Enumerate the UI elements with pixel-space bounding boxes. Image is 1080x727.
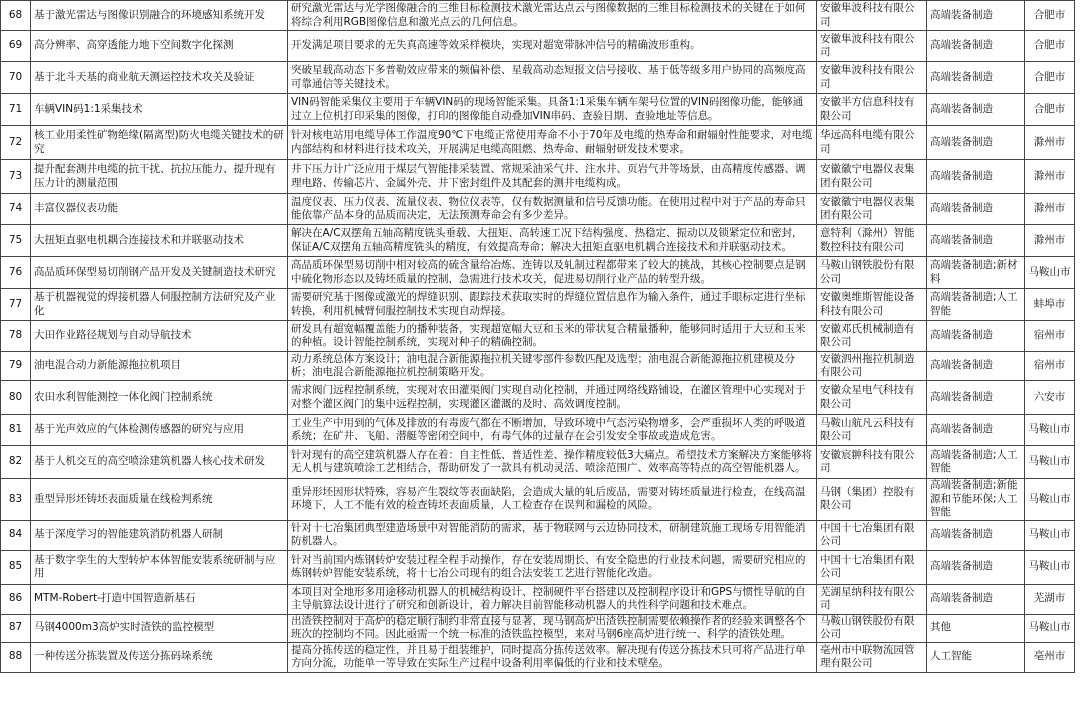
organization [817,1,927,31]
project-name-text: 基于机器视觉的焊接机器人伺服控制方法研究及产业化 [34,291,276,317]
project-name-text: 马钢4000m3高炉实时渣铁的监控模型 [34,621,215,634]
industry-field-text: 人工智能 [930,650,972,663]
project-description-text: 高品质环保型易切削中相对较高的硫含量给冶炼、连铸以及轧制过程都带来了较大的挑战，其核心控制要点是钢中硫化物形态以及铸坯质量的控制，急需进行技术攻关，促进易切削行业产品的转型升级。 [291,259,806,285]
project-name-text: 提升配套测井电缆的抗干扰、抗拉压能力、提升现有压力计的测量范围 [34,163,276,189]
city-text: 马鞍山市 [1028,423,1071,436]
project-description [288,550,817,584]
city [1025,160,1075,194]
project-name [31,550,288,584]
row-number-text: 83 [8,492,23,505]
project-description-text: 工业生产中用到的气体及排放的有毒废气都在不断增加，导致环境中气态污染物增多，会严重损坏人类的呼吸道系统；在矿井、飞船、潜艇等密闭空间中，有毒气体的过量存在会引发安全事故或造成危害。 [291,416,806,442]
row-number-text: 80 [8,390,23,403]
city-text: 蚌埠市 [1033,297,1066,310]
industry-field-text: 高端装备制造 [930,8,993,21]
table-row [1,194,1075,225]
row-number [1,194,31,225]
industry-field-text: 高端装备制造 [930,423,993,436]
organization [817,160,927,194]
table-row [1,642,1075,672]
project-name-text: 重型异形坯铸坯表面质量在线检判系统 [34,492,213,505]
city [1025,415,1075,446]
organization-text: 意特利（滁州）智能数控科技有限公司 [820,227,915,253]
city [1025,479,1075,521]
city-text: 滁州市 [1033,233,1066,246]
organization [817,352,927,381]
project-name-text: 基于北斗天基的商业航天测运控技术攻关及验证 [34,70,255,83]
project-description [288,614,817,642]
project-name [31,126,288,160]
organization [817,550,927,584]
project-name [31,94,288,126]
project-name [31,381,288,415]
city [1025,321,1075,352]
row-number [1,321,31,352]
industry-field-text: 高端装备制造 [930,390,993,403]
city-text: 合肥市 [1033,39,1066,52]
industry-field-text: 高端装备制造 [930,329,993,342]
city-text: 合肥市 [1033,102,1066,115]
industry-field [927,584,1025,614]
row-number-text: 82 [8,455,23,468]
industry-field [927,194,1025,225]
row-number-text: 74 [8,202,23,215]
city-text: 滁州市 [1033,169,1066,182]
project-description [288,642,817,672]
row-number [1,289,31,321]
industry-field-text: 高端装备制造 [930,202,993,215]
organization [817,614,927,642]
industry-field-text: 高端装备制造;人工智能 [930,291,1018,317]
table-row [1,1,1075,31]
row-number [1,415,31,446]
industry-field [927,31,1025,62]
organization [817,446,927,479]
project-name-text: 高品质环保型易切削钢产品开发及关键制造技术研究 [34,265,276,278]
city [1025,1,1075,31]
industry-field-text: 高端装备制造 [930,560,993,573]
industry-field-text: 高端装备制造 [930,528,993,541]
organization [817,194,927,225]
row-number-text: 88 [8,650,23,663]
project-description [288,62,817,94]
table-row [1,614,1075,642]
organization-text: 安徽奥维斯智能设备科技有限公司 [820,291,915,317]
project-description-text: 突破星载高动态下多普勒效应带来的频偏补偿、星载高动态短报文信号接收、基于低等级多用户协同的高频度高可靠通信等关键技术。 [291,64,806,90]
project-description-text: 研发具有超宽幅覆盖能力的播种装备，实现超宽幅大豆和玉米的带状复合精量播种，能够同时适用于大豆和玉米的种植。设计智能控制系统，实现对种子的精确控制。 [291,322,806,348]
industry-field [927,94,1025,126]
project-description [288,352,817,381]
table-row [1,584,1075,614]
table-row [1,94,1075,126]
organization [817,289,927,321]
table-row [1,381,1075,415]
organization [817,415,927,446]
project-name-text: MTM-Robert-打造中国智造新基石 [34,592,196,605]
city [1025,352,1075,381]
project-description-text: 提高分拣传送的稳定性，并且易于组装维护，同时提高分拣传送效率。解决现有传送分拣技术只可将产品进行单方向分流，功能单一等导致在实际生产过程中设备利用率偏低的行业和技术壁垒。 [291,643,806,669]
project-description [288,160,817,194]
project-description [288,257,817,289]
project-name-text: 车辆VIN码1:1采集技术 [34,102,143,115]
industry-field-text: 高端装备制造 [930,592,993,605]
city [1025,520,1075,550]
project-name-text: 农田水利智能测控一体化阀门控制系统 [34,390,213,403]
row-number [1,550,31,584]
row-number-text: 79 [8,359,23,372]
table-row [1,479,1075,521]
city [1025,289,1075,321]
organization-text: 中国十七冶集团有限公司 [820,553,915,579]
row-number [1,126,31,160]
organization-text: 马鞍山钢铁股份有限公司 [820,259,915,285]
project-description-text: 研究激光雷达与光学图像融合的三维目标检测技术激光雷达点云与图像数据的三维目标检测技术的关键在于如何将综合利用RGB图像信息和激光点云的几何信息。 [291,2,806,28]
industry-field [927,550,1025,584]
project-name [31,520,288,550]
row-number-text: 72 [8,135,23,148]
city-text: 马鞍山市 [1028,621,1071,634]
table-row [1,352,1075,381]
row-number [1,352,31,381]
city-text: 滁州市 [1033,135,1066,148]
industry-field-text: 高端装备制造;新材料 [930,259,1018,285]
organization-text: 安徽徽宁电器仪表集团有限公司 [820,195,915,221]
industry-field [927,479,1025,521]
project-name [31,1,288,31]
city-text: 合肥市 [1033,70,1066,83]
industry-field [927,225,1025,257]
project-description-text: 针对十七冶集团典型建造场景中对智能消防的需求，基于物联网与云边协同技术，研制建筑施工现场专用智能消防机器人。 [291,521,806,547]
table-row [1,257,1075,289]
organization-text: 中国十七冶集团有限公司 [820,521,915,547]
city-text: 宿州市 [1033,359,1066,372]
table-row [1,321,1075,352]
organization-text: 芜湖星纳科技有限公司 [820,585,915,611]
project-name-text: 大田作业路径规划与自动导航技术 [34,329,192,342]
organization [817,520,927,550]
city-text: 马鞍山市 [1028,265,1071,278]
organization [817,584,927,614]
city-text: 宿州市 [1033,329,1066,342]
industry-field [927,614,1025,642]
industry-field [927,520,1025,550]
industry-field [927,289,1025,321]
row-number-text: 76 [8,265,23,278]
project-description [288,126,817,160]
project-name [31,614,288,642]
city-text: 滁州市 [1033,202,1066,215]
project-description-text: 重异形坯因形状特殊，容易产生裂纹等表面缺陷，会造成大量的轧后废品，需要对铸坯质量进行检查，在线高温环境下，人工不能有效的检查铸坯表面质量，人工检查存在误判和漏检的风险。 [291,485,806,512]
row-number-text: 71 [8,102,23,115]
project-description-text: 针对当前国内炼钢转炉安装过程全程手动操作，存在安装周期长、有安全隐患的行业技术问题，需要研究相应的炼钢转炉智能安装系统，将十七冶公司现有的组合法安装工艺进行智能化改造。 [291,553,806,579]
city [1025,446,1075,479]
row-number [1,584,31,614]
row-number [1,160,31,194]
city [1025,614,1075,642]
city [1025,550,1075,584]
table-row [1,225,1075,257]
organization [817,479,927,521]
project-name-text: 一种传送分拣装置及传送分拣码垛系统 [34,650,213,663]
project-description [288,94,817,126]
organization-text: 安徽隼波科技有限公司 [820,32,915,58]
row-number-text: 78 [8,329,23,342]
project-name [31,31,288,62]
project-name [31,352,288,381]
row-number [1,479,31,521]
city-text: 马鞍山市 [1028,528,1071,541]
organization [817,94,927,126]
project-description [288,31,817,62]
industry-field [927,321,1025,352]
row-number [1,446,31,479]
project-description [288,584,817,614]
row-number [1,62,31,94]
row-number-text: 69 [8,39,23,52]
project-description-text: 需求阀门远程控制系统，实现对农田灌渠阀门实现自动化控制，并通过网络线路铺设，在灌区管理中心实现对于对整个灌区阀门的集中远程控制，实现灌区灌溉的及时、高效调度控制。 [291,384,806,410]
project-description [288,289,817,321]
project-description-text: 针对核电站用电缆导体工作温度90℃下电缆正常使用寿命不小于70年及电缆的热寿命和耐辐射性能要求，对电缆内部结构和材料进行技术攻关，开展满足电缆高阻燃、热寿命、耐辐射研发技术要求。 [291,129,813,155]
project-name-text: 大扭矩直驱电机耦合连接技术和并联驱动技术 [34,233,244,246]
organization-text: 安徽泗州拖拉机制造有限公司 [820,352,915,378]
industry-field [927,352,1025,381]
city [1025,584,1075,614]
project-name [31,642,288,672]
industry-field [927,381,1025,415]
row-number-text: 85 [8,560,23,573]
city-text: 马鞍山市 [1028,560,1071,573]
city [1025,381,1075,415]
project-description-text: 井下压力计广泛应用于煤层气智能排采装置、常规采油采气井、注水井、页岩气井等场景，由高精度传感器、调理电路、传输芯片、金属外壳、井下密封组件及其配套的测井电缆构成。 [291,163,806,189]
table-row [1,160,1075,194]
project-description-text: 解决在A/C双摆角五轴高精度铣头垂载、大扭矩、高转速工况下结构强度、热稳定、振动以及锁紧定位和密封，保证A/C双摆角五轴高精度铣头的精度，有效提高寿命；解决大扭矩直驱电机耦合连接技术和并联驱动技术。 [291,227,803,253]
city [1025,62,1075,94]
project-name-text: 高分辨率、高穿透能力地下空间数字化探测 [34,39,234,52]
industry-field-text: 高端装备制造 [930,39,993,52]
organization-text: 安徽众星电气科技有限公司 [820,384,915,410]
row-number-text: 86 [8,592,23,605]
project-description [288,194,817,225]
row-number-text: 87 [8,621,23,634]
city-text: 六安市 [1033,390,1066,403]
project-name [31,194,288,225]
project-description-text: 温度仪表、压力仪表、流量仪表、物位仪表等，仅有数据测量和信号反馈功能。在使用过程中对于产品的寿命只能依靠产品本身的品质而决定，无法预测寿命会有多少差异。 [291,195,806,221]
project-name-text: 油电混合动力新能源拖拉机项目 [34,359,181,372]
row-number-text: 73 [8,169,23,182]
project-name-text: 核工业用柔性矿物绝缘(隔离型)防火电缆关键技术的研究 [34,129,284,155]
industry-field-text: 其他 [930,621,951,634]
project-name [31,160,288,194]
organization [817,381,927,415]
project-description [288,479,817,521]
project-description [288,446,817,479]
table-row [1,62,1075,94]
row-number-text: 68 [8,8,23,21]
city [1025,94,1075,126]
project-description-text: 需要研究基于图像或激光的焊缝识别、跟踪技术获取实时的焊缝位置信息作为输入条件，通过手眼标定进行坐标转换，利用机械臂伺服控制技术实现自动焊接。 [291,291,806,317]
table-row [1,446,1075,479]
city [1025,31,1075,62]
project-description-text: 动力系统总体方案设计；油电混合新能源拖拉机关键零部件参数匹配及选型；油电混合新能源拖拉机建模及分析；油电混合新能源拖拉机控制策略开发。 [291,352,795,378]
project-description-text: VIN码智能采集仪主要用于车辆VIN码的现场智能采集。具备1:1采集车辆车架号位置的VIN码图像功能，能够通过立上位机打印采集的图像，打印的图像能自动叠加VIN串码、查验日期、查验地址等信息。 [291,96,804,122]
industry-field [927,62,1025,94]
organization-text: 安徽邓氏机械制造有限公司 [820,322,915,348]
project-name-text: 基于光声效应的气体检测传感器的研究与应用 [34,423,244,436]
organization-text: 安徽宸翀科技有限公司 [820,448,915,474]
project-description-text: 出渣铁控制对于高炉的稳定顺行制约非常直接与显著，现马钢高炉出渣铁控制需要依赖操作者的经验来调整各个班次的控制均不同。因此亟需一个统一标准的渣铁监控模型，来对马钢6座高炉进行统一、科学的渣铁处理。 [291,614,806,640]
project-name [31,479,288,521]
industry-field-text: 高端装备制造;新能源和节能环保;人工智能 [930,479,1018,518]
industry-field-text: 高端装备制造 [930,135,993,148]
row-number [1,381,31,415]
city [1025,194,1075,225]
organization-text: 马鞍山航凡云科技有限公司 [820,416,915,442]
table-row [1,520,1075,550]
project-name [31,62,288,94]
organization [817,642,927,672]
industry-field-text: 高端装备制造;人工智能 [930,448,1018,474]
table-row [1,415,1075,446]
organization-text: 马鞍山钢铁股份有限公司 [820,614,915,640]
industry-field-text: 高端装备制造 [930,233,993,246]
project-description [288,381,817,415]
industry-field [927,160,1025,194]
city-text: 合肥市 [1033,8,1066,21]
row-number [1,642,31,672]
industry-field-text: 高端装备制造 [930,359,993,372]
industry-field-text: 高端装备制造 [930,70,993,83]
organization [817,321,927,352]
project-description [288,1,817,31]
organization-text: 安徽半方信息科技有限公司 [820,96,915,122]
project-name [31,257,288,289]
project-name-text: 丰富仪器仪表功能 [34,202,118,215]
table-row [1,31,1075,62]
row-number [1,225,31,257]
organization-text: 安徽徽宁电器仪表集团有限公司 [820,163,915,189]
table-row [1,126,1075,160]
row-number [1,94,31,126]
organization [817,257,927,289]
industry-field [927,642,1025,672]
project-name [31,446,288,479]
industry-field [927,446,1025,479]
industry-field [927,1,1025,31]
row-number [1,520,31,550]
city [1025,126,1075,160]
organization [817,126,927,160]
project-name-text: 基于人机交互的高空喷涂建筑机器人核心技术研发 [34,455,265,468]
project-name [31,289,288,321]
city-text: 亳州市 [1033,650,1066,663]
city-text: 芜湖市 [1033,592,1066,605]
organization-text: 马钢（集团）控股有限公司 [820,485,915,512]
row-number-text: 70 [8,70,23,83]
row-number [1,257,31,289]
row-number-text: 75 [8,233,23,246]
organization [817,225,927,257]
row-number [1,1,31,31]
city-text: 马鞍山市 [1028,455,1071,468]
project-name-text: 基于深度学习的智能建筑消防机器人研制 [34,528,223,541]
table-row [1,550,1075,584]
organization [817,31,927,62]
organization [817,62,927,94]
city [1025,642,1075,672]
city [1025,257,1075,289]
city-text: 马鞍山市 [1028,492,1071,505]
row-number-text: 81 [8,423,23,436]
project-name-text: 基于数字孪生的大型转炉本体智能安装系统研制与应用 [34,553,276,579]
project-description [288,225,817,257]
table-row [1,289,1075,321]
project-name [31,415,288,446]
project-name [31,225,288,257]
industry-field [927,257,1025,289]
project-name [31,321,288,352]
row-number-text: 77 [8,297,23,310]
project-description-text: 本项目对全地形多用途移动机器人的机械结构设计、控制硬件平台搭建以及控制程序设计和GPS与惯性导航的自主导航算法设计进行了研究和创新设计，着力解决目前智能移动机器人的共性科学问题和技术难点。 [291,585,806,611]
organization-text: 安徽隼波科技有限公司 [820,2,915,28]
row-number [1,31,31,62]
project-description [288,321,817,352]
project-description [288,520,817,550]
project-name-text: 基于激光雷达与图像识别融合的环境感知系统开发 [34,8,265,21]
row-number-text: 84 [8,528,23,541]
industry-field-text: 高端装备制造 [930,169,993,182]
city [1025,225,1075,257]
organization-text: 亳州市中联物流园管理有限公司 [820,643,915,669]
project-description [288,415,817,446]
project-description-text: 针对现有的高空建筑机器人存在着：自主性低、普适性差、操作精度较低3大痛点。希望技术方案解决方案能够将无人机与建筑喷涂工艺相结合，帮助研发了一款具有机动灵活、喷涂范围广、效率高等特点的高空智能机器人。 [291,448,813,474]
organization-text: 安徽隼波科技有限公司 [820,64,915,90]
industry-field [927,126,1025,160]
industry-field-text: 高端装备制造 [930,102,993,115]
project-description-text: 开发满足项目要求的无失真高速等效采样模块，实现对超宽带脉冲信号的精确波形重构。 [291,39,701,52]
industry-field [927,415,1025,446]
row-number [1,614,31,642]
organization-text: 华远高科电缆有限公司 [820,129,915,155]
project-name [31,584,288,614]
